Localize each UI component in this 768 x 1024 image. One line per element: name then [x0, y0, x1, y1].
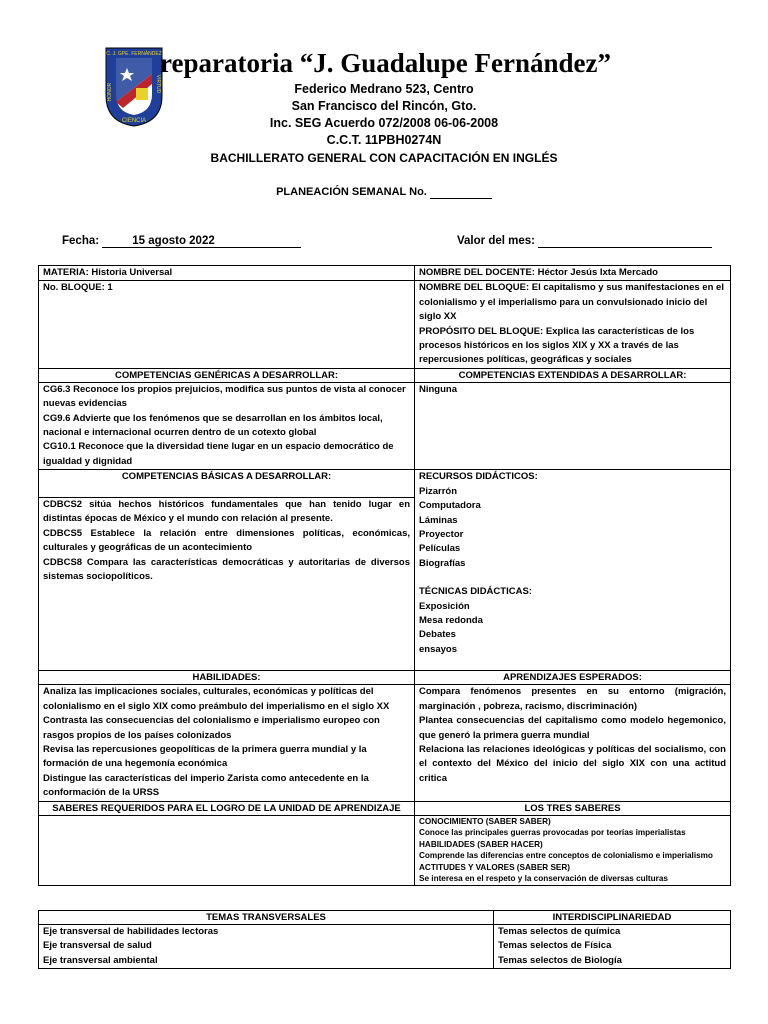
saber-item: Conoce las principales guerras provocadas por teorías imperialistas	[419, 828, 686, 838]
svg-text:VIRTUD: VIRTUD	[155, 74, 161, 94]
recurso-item: Computadora	[419, 500, 481, 512]
genericas-cell	[39, 382, 415, 469]
svg-text:HONOR: HONOR	[107, 82, 113, 102]
inter-cell	[494, 925, 731, 969]
extendidas-cell: Ninguna	[415, 382, 731, 469]
inter-item: Temas selectos de Biología	[498, 954, 622, 966]
recurso-item: Películas	[419, 543, 461, 555]
habilidades-cell	[39, 685, 415, 801]
inter-item: Temas selectos de química	[498, 926, 621, 937]
valor-line	[457, 235, 712, 248]
saber-item: Comprende las diferencias entre conceptos de colonialismo e imperialismo	[419, 851, 713, 861]
habilidades-header: HABILIDADES:	[39, 671, 415, 685]
agreement-line: Inc. SEG Acuerdo 072/2008 06-06-2008	[269, 116, 499, 130]
bloque-detail-cell	[415, 281, 731, 368]
recurso-item: Pizarrón	[419, 485, 458, 497]
address-line1: Federico Medrano 523, Centro	[294, 82, 474, 96]
temas-cell	[39, 925, 494, 969]
habilidad-item: Analiza las implicaciones sociales, culturales, económicas y políticas del colonialismo en el siglo XIX como preámbulo del imperialismo en el siglo XX	[43, 686, 390, 712]
docente-cell: NOMBRE DEL DOCENTE: Héctor Jesús Ixta Mercado	[415, 266, 731, 281]
proposito-bloque: PROPÓSITO DEL BLOQUE: Explica las características de los procesos históricos en los siglos XIX y XX a través de las repercusiones políticas, geográficas y sociales	[419, 325, 695, 366]
aprendizajes-cell	[415, 685, 731, 801]
fecha-line	[62, 235, 301, 248]
nombre-bloque: NOMBRE DEL BLOQUE: El capitalismo y sus manifestaciones en el colonialismo y el imperialismo para un convulsionado inicio del siglo XX	[419, 282, 724, 323]
tecnica-item: ensayos	[419, 643, 458, 655]
basica-item: CDBCS2 sitúa hechos históricos fundamentales que han tenido lugar en distintas épocas de México y el mundo con relación al presente.	[43, 499, 410, 525]
aprendizaje-item: Compara fenómenos presentes en su entorno (migración, marginación , pobreza, racismo, discriminación)	[419, 686, 726, 712]
saberes-header: SABERES REQUERIDOS PARA EL LOGRO DE LA UNIDAD DE APRENDIZAJE	[39, 801, 415, 815]
habilidad-item: Distingue las características del imperio Zarista como antecedente en la conformación de la URSS	[43, 772, 369, 799]
planning-number-blank	[430, 186, 492, 199]
habilidad-item: Revisa las repercusiones geopolíticas de la primera guerra mundial y la formación de una hegemonía económica	[43, 743, 367, 770]
generica-item: CG10.1 Reconoce que la diversidad tiene lugar en un espacio democrático de igualdad y dignidad	[43, 441, 394, 467]
tema-item: Eje transversal de habilidades lectoras	[43, 926, 219, 937]
school-name: reparatoria “J. Guadalupe Fernández”	[160, 48, 611, 78]
saber-item: HABILIDADES (SABER HACER)	[419, 839, 543, 849]
saber-item: ACTITUDES Y VALORES (SABER SER)	[419, 862, 571, 872]
tema-item: Eje transversal de salud	[43, 940, 152, 952]
saberes-cell	[39, 815, 415, 885]
planning-table	[38, 265, 731, 886]
saber-item: Se interesa en el respeto y la conservación de diversas culturas	[419, 874, 668, 884]
generica-item: CG6.3 Reconoce los propios prejuicios, modifica sus puntos de vista al conocer nuevas evidencias	[43, 383, 406, 410]
tres-saberes-cell	[415, 815, 731, 885]
aprendizajes-header: APRENDIZAJES ESPERADOS:	[415, 671, 731, 685]
recursos-cell	[415, 470, 731, 671]
recursos-header: RECURSOS DIDÁCTICOS:	[419, 471, 538, 483]
recurso-item: Biografías	[419, 557, 466, 569]
temas-header: TEMAS TRANSVERSALES	[39, 911, 494, 925]
fecha-value: 15 agosto 2022	[102, 235, 300, 248]
valor-blank	[538, 235, 712, 248]
address-line2: San Francisco del Rincón, Gto.	[291, 99, 477, 113]
basicas-cell	[39, 498, 415, 671]
planning-label: PLANEACIÓN SEMANAL No.	[276, 186, 427, 198]
recurso-item: Láminas	[419, 514, 458, 526]
basica-item: CDBCS8 Compara las características democráticas y autoritarias de diversos sistemas sociopolíticos.	[43, 556, 410, 583]
saber-item: CONOCIMIENTO (SABER SABER)	[419, 816, 551, 826]
habilidad-item: Contrasta las consecuencias del colonialismo e imperialismo europeo con rasgos propios de los países colonizados	[43, 715, 380, 741]
fecha-label: Fecha:	[62, 235, 100, 247]
svg-text:C. J. GPE. FERNÁNDEZ: C. J. GPE. FERNÁNDEZ	[106, 51, 162, 57]
tecnica-item: Exposición	[419, 600, 470, 612]
basica-item: CDBCS5 Establece la relación entre dimensiones políticas, económicas, culturales y geográficas de un acontecimiento	[43, 527, 410, 554]
tres-saberes-header: LOS TRES SABERES	[415, 801, 731, 815]
program-line: BACHILLERATO GENERAL CON CAPACITACIÓN EN INGLÉS	[210, 151, 558, 165]
tecnica-item: Mesa redonda	[419, 614, 483, 626]
valor-label: Valor del mes:	[457, 235, 535, 247]
tecnica-item: Debates	[419, 629, 456, 641]
bloque-cell: No. BLOQUE: 1	[39, 281, 415, 368]
generica-item: CG9.6 Advierte que los fenómenos que se desarrollan en los ámbitos local, nacional e internacional ocurren dentro de un cotexto global	[43, 412, 383, 439]
extendidas-header: COMPETENCIAS EXTENDIDAS A DESARROLLAR:	[415, 368, 731, 382]
tecnicas-header: TÉCNICAS DIDÁCTICAS:	[419, 586, 532, 598]
inter-header: INTERDISCIPLINARIEDAD	[494, 911, 731, 925]
svg-text:CIENCIA: CIENCIA	[121, 118, 147, 124]
recurso-item: Proyector	[419, 528, 464, 540]
inter-item: Temas selectos de Física	[498, 940, 612, 952]
planning-line	[0, 186, 768, 199]
aprendizaje-item: Plantea consecuencias del capitalismo como modelo hegemonico, que generó la primera guerra mundial	[419, 715, 726, 741]
cct-line: C.C.T. 11PBH0274N	[326, 133, 442, 147]
tema-item: Eje transversal ambiental	[43, 954, 158, 966]
basicas-header: COMPETENCIAS BÁSICAS A DESARROLLAR:	[39, 470, 415, 498]
genericas-header: COMPETENCIAS GENÉRICAS A DESARROLLAR:	[39, 368, 415, 382]
aprendizaje-item: Relaciona las relaciones ideológicas y políticas del socialismo, con el contexto del México del inicio del siglo XIX con una actitud critica	[419, 743, 726, 784]
materia-cell: MATERIA: Historia Universal	[39, 266, 415, 281]
transversal-table	[38, 910, 731, 969]
